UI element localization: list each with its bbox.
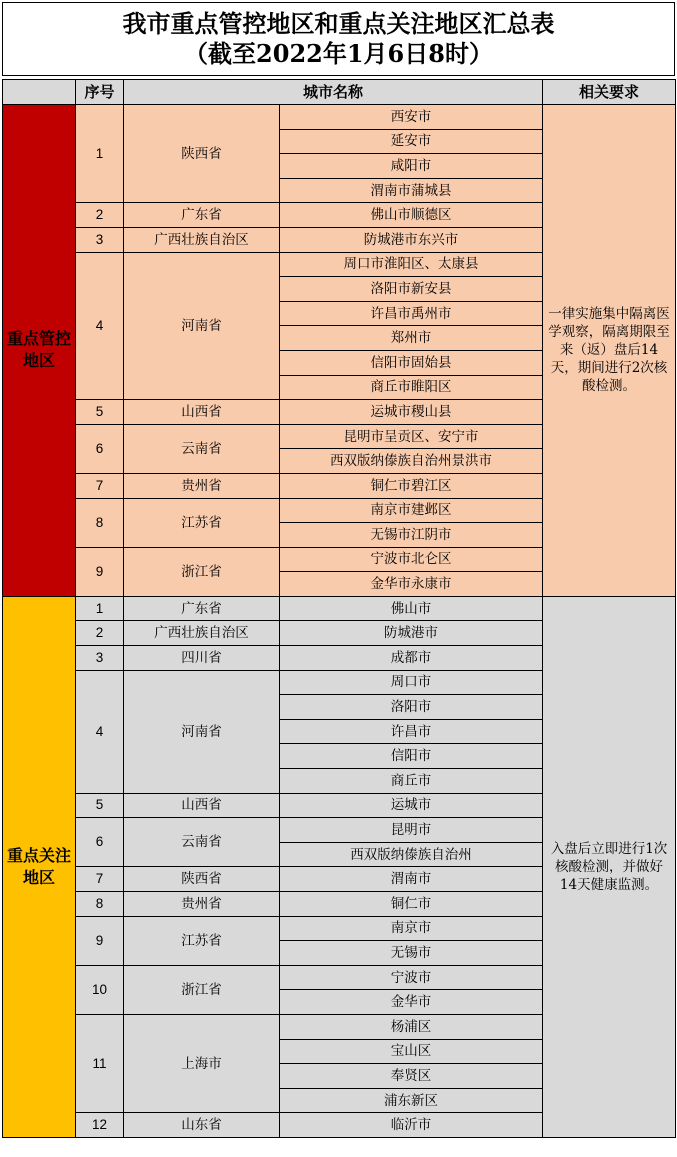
province-cell: 江苏省 — [124, 498, 280, 547]
row-index: 7 — [76, 867, 124, 892]
province-cell: 浙江省 — [124, 965, 280, 1014]
city-cell: 西双版纳傣族自治州 — [280, 842, 543, 867]
city-cell: 许昌市禹州市 — [280, 301, 543, 326]
row-index: 4 — [76, 252, 124, 400]
row-index: 8 — [76, 498, 124, 547]
row-index: 5 — [76, 793, 124, 818]
control-zone-requirement: 一律实施集中隔离医学观察，隔离期限至来（返）盘后14天，期间进行2次核酸检测。 — [543, 105, 676, 597]
city-cell: 临沂市 — [280, 1113, 543, 1138]
concern-zone-label: 重点关注地区 — [3, 596, 76, 1137]
table-row — [3, 596, 676, 621]
city-cell: 无锡市 — [280, 941, 543, 966]
city-cell: 信阳市固始县 — [280, 350, 543, 375]
city-cell: 渭南市蒲城县 — [280, 178, 543, 203]
city-cell: 宝山区 — [280, 1039, 543, 1064]
city-cell: 南京市 — [280, 916, 543, 941]
city-cell: 成都市 — [280, 646, 543, 671]
city-cell: 咸阳市 — [280, 154, 543, 179]
province-cell: 陕西省 — [124, 105, 280, 203]
city-cell: 西安市 — [280, 105, 543, 130]
province-cell: 山东省 — [124, 1113, 280, 1138]
control-zone-label: 重点管控地区 — [3, 105, 76, 597]
city-cell: 洛阳市新安县 — [280, 277, 543, 302]
province-cell: 贵州省 — [124, 892, 280, 917]
row-index: 5 — [76, 400, 124, 425]
concern-section — [3, 596, 676, 1137]
city-cell: 渭南市 — [280, 867, 543, 892]
province-cell: 河南省 — [124, 252, 280, 400]
city-cell: 周口市淮阳区、太康县 — [280, 252, 543, 277]
province-cell: 广东省 — [124, 203, 280, 228]
city-cell: 防城港市 — [280, 621, 543, 646]
row-index: 11 — [76, 1014, 124, 1112]
row-index: 6 — [76, 424, 124, 473]
city-cell: 铜仁市 — [280, 892, 543, 917]
province-cell: 贵州省 — [124, 473, 280, 498]
page-subtitle: （截至2022年1月6日8时） — [184, 39, 493, 68]
row-index: 8 — [76, 892, 124, 917]
city-cell: 洛阳市 — [280, 695, 543, 720]
row-index: 2 — [76, 621, 124, 646]
province-cell: 上海市 — [124, 1014, 280, 1112]
province-cell: 浙江省 — [124, 547, 280, 596]
city-cell: 防城港市东兴市 — [280, 227, 543, 252]
city-cell: 郑州市 — [280, 326, 543, 351]
header-city: 城市名称 — [124, 80, 543, 105]
city-cell: 金华市 — [280, 990, 543, 1015]
row-index: 1 — [76, 105, 124, 203]
row-index: 4 — [76, 670, 124, 793]
city-cell: 昆明市 — [280, 818, 543, 843]
province-cell: 四川省 — [124, 646, 280, 671]
city-cell: 南京市建邺区 — [280, 498, 543, 523]
concern-zone-requirement: 入盘后立即进行1次核酸检测，并做好14天健康监测。 — [543, 596, 676, 1137]
province-cell: 广东省 — [124, 596, 280, 621]
province-cell: 河南省 — [124, 670, 280, 793]
row-index: 9 — [76, 916, 124, 965]
row-index: 12 — [76, 1113, 124, 1138]
table-header-row — [3, 80, 676, 105]
city-cell: 佛山市顺德区 — [280, 203, 543, 228]
province-cell: 山西省 — [124, 793, 280, 818]
row-index: 6 — [76, 818, 124, 867]
row-index: 10 — [76, 965, 124, 1014]
header-index: 序号 — [76, 80, 124, 105]
header-blank — [3, 80, 76, 105]
city-cell: 运城市稷山县 — [280, 400, 543, 425]
city-cell: 浦东新区 — [280, 1088, 543, 1113]
city-cell: 奉贤区 — [280, 1064, 543, 1089]
row-index: 3 — [76, 227, 124, 252]
page-title: 我市重点管控地区和重点关注地区汇总表 — [122, 9, 555, 38]
row-index: 3 — [76, 646, 124, 671]
province-cell: 山西省 — [124, 400, 280, 425]
city-cell: 信阳市 — [280, 744, 543, 769]
city-cell: 宁波市 — [280, 965, 543, 990]
city-cell: 延安市 — [280, 129, 543, 154]
row-index: 1 — [76, 596, 124, 621]
province-cell: 江苏省 — [124, 916, 280, 965]
city-cell: 商丘市 — [280, 769, 543, 794]
city-cell: 商丘市睢阳区 — [280, 375, 543, 400]
city-cell: 铜仁市碧江区 — [280, 473, 543, 498]
city-cell: 西双版纳傣族自治州景洪市 — [280, 449, 543, 474]
row-index: 9 — [76, 547, 124, 596]
city-cell: 周口市 — [280, 670, 543, 695]
city-cell: 昆明市呈贡区、安宁市 — [280, 424, 543, 449]
summary-table — [2, 79, 676, 1138]
province-cell: 广西壮族自治区 — [124, 227, 280, 252]
row-index: 2 — [76, 203, 124, 228]
table-row — [3, 105, 676, 130]
city-cell: 许昌市 — [280, 719, 543, 744]
city-cell: 杨浦区 — [280, 1014, 543, 1039]
city-cell: 运城市 — [280, 793, 543, 818]
city-cell: 金华市永康市 — [280, 572, 543, 597]
province-cell: 广西壮族自治区 — [124, 621, 280, 646]
city-cell: 无锡市江阴市 — [280, 523, 543, 548]
city-cell: 佛山市 — [280, 596, 543, 621]
province-cell: 云南省 — [124, 818, 280, 867]
title-box — [2, 2, 675, 76]
control-section — [3, 105, 676, 597]
province-cell: 云南省 — [124, 424, 280, 473]
city-cell: 宁波市北仑区 — [280, 547, 543, 572]
header-requirement: 相关要求 — [543, 80, 676, 105]
province-cell: 陕西省 — [124, 867, 280, 892]
row-index: 7 — [76, 473, 124, 498]
